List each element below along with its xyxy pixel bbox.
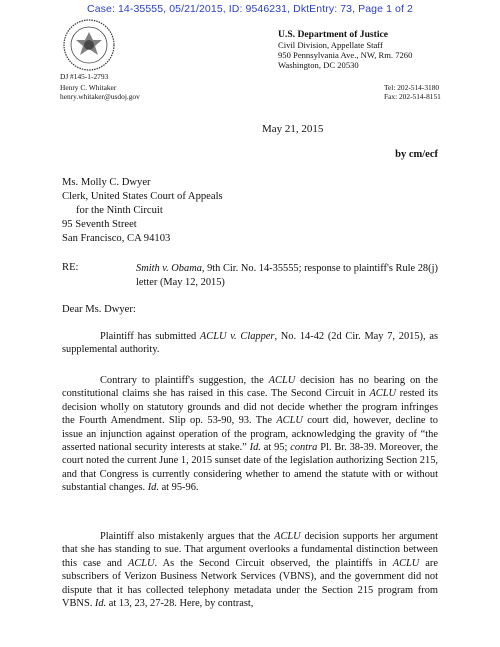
- letter-date: May 21, 2015: [262, 123, 324, 135]
- text-span: at 95-96.: [158, 482, 199, 494]
- reference-number: DJ #145-1-2793: [60, 72, 109, 81]
- salutation: Dear Ms. Dwyer:: [62, 304, 136, 315]
- office-address-line-2: Washington, DC 20530: [278, 60, 359, 70]
- office-address-line-1: 950 Pennsylvania Ave., NW, Rm. 7260: [278, 50, 413, 60]
- sender-tel: Tel: 202-514-3180: [384, 83, 440, 92]
- recipient-line: for the Ninth Circuit: [76, 205, 163, 216]
- text-span: rested its decision wholly on statutory grounds and did not decide whether the program infringes the Fourth Amendment. Slip op. 53-90, 93. The: [62, 388, 438, 427]
- re-subject-text: , 9th Cir. No. 14-35555; response to plaintiff's Rule 28(j) letter (May 12, 2015): [136, 263, 438, 288]
- sender-name: Henry C. Whitaker: [60, 83, 117, 92]
- sender-phones: [384, 83, 441, 101]
- text-span: Plaintiff also mistakenly argues that the: [100, 531, 275, 542]
- case-citation: ACLU: [392, 557, 420, 569]
- body-paragraph-3: [62, 530, 438, 610]
- letterhead: [278, 30, 412, 70]
- text-span: , No. 14-42 (2d Cir. May 7, 2015), as supplemental authority.: [62, 331, 438, 356]
- recipient-line: San Francisco, CA 94103: [62, 233, 171, 244]
- case-stamp: Case: 14-35555, 05/21/2015, ID: 9546231, DktEntry: 73, Page 1 of 2: [87, 3, 413, 15]
- text-span: court did, however, decline to issue an injunction against operation of the program, acknowledging the gravity of “the asserted national security interests at stake.”: [62, 415, 439, 454]
- sender-email: henry.whitaker@usdoj.gov: [60, 92, 140, 101]
- contra-signal: contra: [290, 442, 318, 454]
- body-paragraph-1: [62, 330, 438, 357]
- text-span: decision supports her argument that she has standing to sue. That argument overlooks a fundamental distinction between this case and: [62, 531, 438, 569]
- text-span: Contrary to plaintiff's suggestion, the: [100, 375, 269, 386]
- doj-seal-icon: [62, 18, 116, 72]
- case-citation: ACLU: [274, 531, 301, 542]
- re-case-name: Smith v. Obama: [136, 263, 202, 274]
- body-paragraph-2: [62, 374, 438, 495]
- id-citation: Id.: [147, 482, 159, 494]
- sender-contact: [60, 83, 140, 101]
- text-span: at 13, 23, 27-28. Here, by contrast,: [106, 598, 254, 610]
- department-name: U.S. Department of Justice: [278, 29, 389, 40]
- text-span: at 95;: [260, 442, 291, 454]
- text-span: . As the Second Circuit observed, the plaintiffs in: [154, 557, 393, 569]
- case-citation: ACLU: [268, 375, 296, 386]
- re-label: RE:: [62, 262, 79, 273]
- text-span: Pl. Br. 38-39. Moreover, the court noted the current June 1, 2015 sunset date of the legislation authorizing Section 215, and that Congress is currently considering whether to amend the statute with or without substantial changes.: [62, 442, 438, 494]
- case-citation: ACLU: [127, 557, 155, 569]
- id-citation: Id.: [94, 598, 107, 610]
- text-span: decision has no bearing on the constitutional claims she has raised in this case. The Second Circuit in: [62, 375, 438, 400]
- text-span: Plaintiff has submitted: [100, 331, 200, 342]
- case-citation: ACLU: [276, 415, 303, 427]
- re-subject: [136, 262, 446, 290]
- sender-fax: Fax: 202-514-8151: [384, 92, 441, 101]
- delivery-method: by cm/ecf: [395, 149, 438, 160]
- text-span: are subscribers of Verizon Business Network Services (VBNS), and the government did not dispute that it has collected telephony metadata under the Section 215 program from VBNS.: [62, 557, 438, 610]
- case-citation: ACLU: [369, 388, 396, 400]
- recipient-line: Ms. Molly C. Dwyer: [62, 177, 151, 188]
- id-citation: Id.: [249, 442, 261, 454]
- recipient-line: 95 Seventh Street: [62, 219, 137, 230]
- division-name: Civil Division, Appellate Staff: [278, 40, 383, 50]
- case-citation: ACLU v. Clapper: [199, 331, 275, 342]
- recipient-line: Clerk, United States Court of Appeals: [62, 191, 223, 202]
- recipient-address: [62, 176, 223, 246]
